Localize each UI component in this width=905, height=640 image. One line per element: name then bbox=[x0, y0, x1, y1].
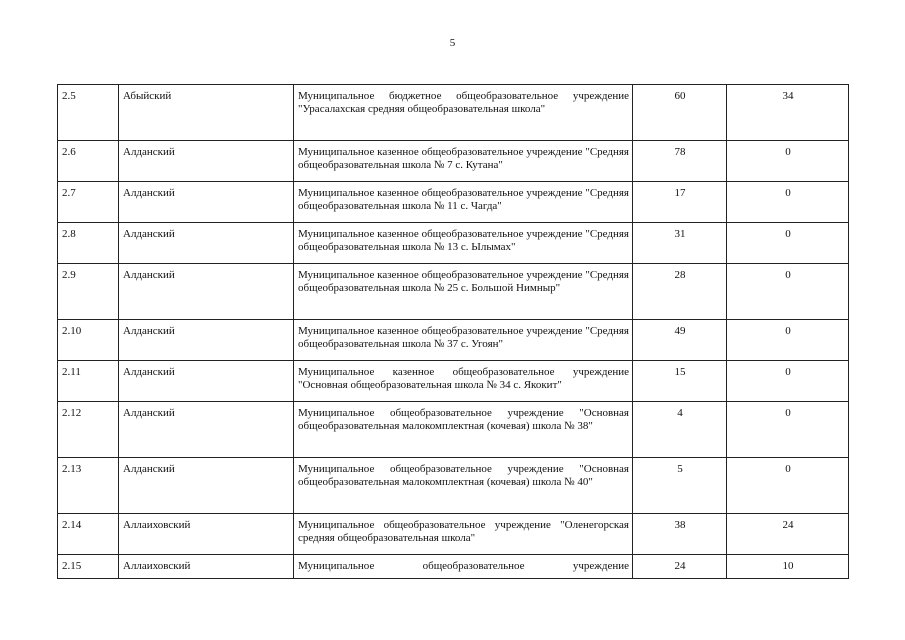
value-2: 0 bbox=[727, 182, 849, 223]
table-row bbox=[58, 85, 849, 141]
value-1: 78 bbox=[633, 141, 727, 182]
district-name: Алданский bbox=[119, 141, 294, 182]
district-name: Алданский bbox=[119, 182, 294, 223]
value-1: 17 bbox=[633, 182, 727, 223]
institution-name: Муниципальное общеобразовательное учреждение "Основная общеобразовательная малокомплектная (кочевая) школа № 38" bbox=[294, 402, 633, 458]
district-name: Алданский bbox=[119, 361, 294, 402]
value-2: 0 bbox=[727, 402, 849, 458]
institution-name: Муниципальное казенное общеобразовательное учреждение "Средняя общеобразовательная школа № 11 с. Чагда" bbox=[294, 182, 633, 223]
table-body bbox=[58, 85, 849, 579]
value-1: 24 bbox=[633, 555, 727, 579]
institution-name: Муниципальное казенное общеобразовательное учреждение "Средняя общеобразовательная школа № 7 с. Кутана" bbox=[294, 141, 633, 182]
value-1: 38 bbox=[633, 514, 727, 555]
row-number: 2.14 bbox=[58, 514, 119, 555]
row-number: 2.11 bbox=[58, 361, 119, 402]
row-number: 2.13 bbox=[58, 458, 119, 514]
value-1: 60 bbox=[633, 85, 727, 141]
table-row bbox=[58, 223, 849, 264]
district-name: Алданский bbox=[119, 320, 294, 361]
row-number: 2.15 bbox=[58, 555, 119, 579]
institution-name: Муниципальное казенное общеобразовательное учреждение "Средняя общеобразовательная школа № 25 с. Большой Нимныр" bbox=[294, 264, 633, 320]
institution-name: Муниципальное бюджетное общеобразовательное учреждение "Урасалахская средняя общеобразовательная школа" bbox=[294, 85, 633, 141]
district-name: Аллаиховский bbox=[119, 514, 294, 555]
table-row bbox=[58, 514, 849, 555]
value-1: 5 bbox=[633, 458, 727, 514]
value-1: 28 bbox=[633, 264, 727, 320]
value-2: 0 bbox=[727, 361, 849, 402]
value-2: 0 bbox=[727, 320, 849, 361]
district-name: Алданский bbox=[119, 223, 294, 264]
institution-name: Муниципальное казенное общеобразовательное учреждение "Средняя общеобразовательная школа № 37 с. Угоян" bbox=[294, 320, 633, 361]
district-name: Алданский bbox=[119, 402, 294, 458]
value-1: 31 bbox=[633, 223, 727, 264]
table-row bbox=[58, 402, 849, 458]
row-number: 2.10 bbox=[58, 320, 119, 361]
value-2: 10 bbox=[727, 555, 849, 579]
value-2: 0 bbox=[727, 264, 849, 320]
row-number: 2.12 bbox=[58, 402, 119, 458]
value-1: 15 bbox=[633, 361, 727, 402]
table-row bbox=[58, 320, 849, 361]
institutions-table bbox=[57, 84, 849, 579]
table-row bbox=[58, 458, 849, 514]
value-2: 0 bbox=[727, 458, 849, 514]
value-2: 0 bbox=[727, 223, 849, 264]
table-row bbox=[58, 361, 849, 402]
institution-name: Муниципальное казенное общеобразовательное учреждение "Средняя общеобразовательная школа № 13 с. Ылымах" bbox=[294, 223, 633, 264]
row-number: 2.7 bbox=[58, 182, 119, 223]
institution-name: Муниципальное общеобразовательное учреждение bbox=[294, 555, 633, 579]
value-1: 4 bbox=[633, 402, 727, 458]
table-row bbox=[58, 555, 849, 579]
institution-name: Муниципальное общеобразовательное учреждение "Оленегорская средняя общеобразовательная школа" bbox=[294, 514, 633, 555]
institution-name: Муниципальное общеобразовательное учреждение "Основная общеобразовательная малокомплектная (кочевая) школа № 40" bbox=[294, 458, 633, 514]
district-name: Алданский bbox=[119, 264, 294, 320]
institution-name: Муниципальное казенное общеобразовательное учреждение "Основная общеобразовательная школа № 34 с. Якокит" bbox=[294, 361, 633, 402]
page-number: 5 bbox=[449, 37, 456, 49]
row-number: 2.9 bbox=[58, 264, 119, 320]
district-name: Аллаиховский bbox=[119, 555, 294, 579]
table-row bbox=[58, 141, 849, 182]
row-number: 2.6 bbox=[58, 141, 119, 182]
value-1: 49 bbox=[633, 320, 727, 361]
district-name: Абыйский bbox=[119, 85, 294, 141]
table-row bbox=[58, 264, 849, 320]
row-number: 2.5 bbox=[58, 85, 119, 141]
value-2: 0 bbox=[727, 141, 849, 182]
row-number: 2.8 bbox=[58, 223, 119, 264]
value-2: 24 bbox=[727, 514, 849, 555]
district-name: Алданский bbox=[119, 458, 294, 514]
value-2: 34 bbox=[727, 85, 849, 141]
table-row bbox=[58, 182, 849, 223]
